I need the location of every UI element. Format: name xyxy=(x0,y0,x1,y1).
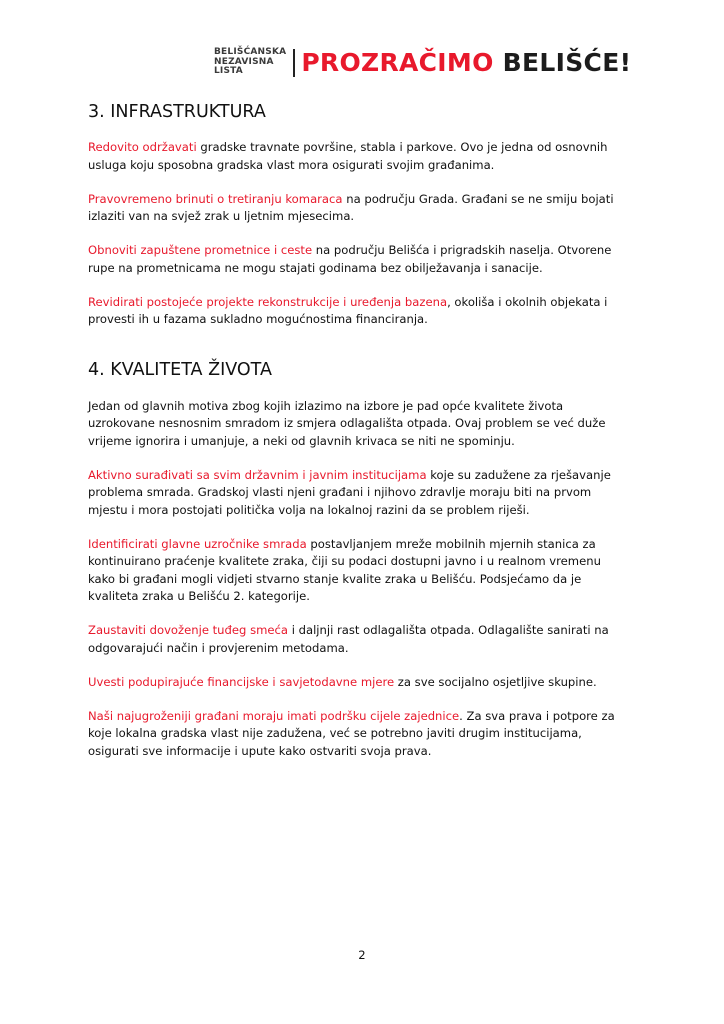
paragraph-roads xyxy=(88,242,648,277)
text-line xyxy=(88,191,648,209)
text-line xyxy=(88,622,648,640)
logo-divider xyxy=(293,49,295,77)
text-line xyxy=(88,467,648,485)
text-line: uzrokovane nesnosnim smradom iz smjera odlagališta otpada. Ovaj problem se već duže xyxy=(88,416,606,430)
section-heading-quality-of-life: 4. KVALITETA ŽIVOTA xyxy=(88,359,272,380)
text-line: vrijeme ignorira i umanjuje, a neki od glavnih krivaca se niti ne spominju. xyxy=(88,433,515,448)
body-text: postavljanjem mreže mobilnih mjernih stanica za xyxy=(306,536,596,551)
paragraph-air-monitoring xyxy=(88,536,648,606)
highlight-text: Naši najugroženiji građani moraju imati podršku cijele zajednice xyxy=(88,708,460,723)
paragraph-maintenance xyxy=(88,139,648,174)
header-logo xyxy=(214,48,631,77)
section-heading-infrastructure: 3. INFRASTRUKTURA xyxy=(88,102,266,122)
highlight-text: Obnoviti zapuštene prometnice i ceste xyxy=(88,243,313,257)
text-line xyxy=(88,294,648,312)
body-text: , okoliša i okolnih objekata i xyxy=(447,294,608,309)
slogan-red: PROZRAČIMO xyxy=(301,48,494,77)
highlight-text: Identificirati glavne uzročnike smrada xyxy=(88,536,307,551)
text-line xyxy=(88,242,648,260)
text-line: usluga koju sposobna gradska vlast mora osigurati svojim građanima. xyxy=(88,157,495,172)
text-line: kvaliteta zraka u Belišću 2. kategorije. xyxy=(88,589,310,603)
text-line: kako bi građani mogli vidjeti stvarno stanje kvalite zraka u Belišću. Podsjećamo da je xyxy=(88,571,582,586)
text-line xyxy=(88,674,648,692)
text-line xyxy=(88,536,648,554)
text-line: mjestu i mora postojati politička volja na lokalnoj razini da se problem riješi. xyxy=(88,502,530,517)
body-text: . Za sva prava i potpore za xyxy=(459,708,615,723)
highlight-text: Aktivno surađivati sa svim državnim i javnim institucijama xyxy=(88,467,427,482)
org-name-line2: NEZAVISNA xyxy=(214,56,274,67)
body-text: gradske travnate površine, stabla i parkove. Ovo je jedna od osnovnih xyxy=(196,140,608,154)
body-text: na području Grada. Građani se ne smiju bojati xyxy=(342,191,614,206)
text-line: provesti ih u fazama sukladno mogućnostima financiranja. xyxy=(88,312,428,326)
slogan xyxy=(301,48,631,77)
body-text: za sve socijalno osjetljive skupine. xyxy=(394,674,597,689)
paragraph-pool xyxy=(88,294,648,329)
slogan-dark: BELIŠĆE! xyxy=(502,48,632,77)
highlight-text: Revidirati postojeće projekte rekonstrukcije i uređenja bazena xyxy=(88,294,448,309)
paragraph-intro xyxy=(88,398,648,451)
highlight-text: Uvesti podupirajuće financijske i savjetodavne mjere xyxy=(88,674,395,689)
org-name xyxy=(214,48,286,77)
text-line: problema smrada. Gradskoj vlasti njeni građani i njihovo zdravlje moraju biti na prvom xyxy=(88,485,592,499)
text-line: kontinuirano praćenje kvalitete zraka, čiji su podaci dostupni javno i u realnom vremenu xyxy=(88,554,601,568)
paragraph-cooperation xyxy=(88,467,648,520)
text-line: odgovarajući način i provjerenim metodama. xyxy=(88,640,349,655)
highlight-text: Redovito održavati xyxy=(88,140,197,154)
org-name-line1: BELIŠĆANSKA xyxy=(214,47,287,58)
body-text: na području Belišća i prigradskih naselja. Otvorene xyxy=(312,243,612,257)
text-line: rupe na prometnicama ne mogu stajati godinama bez obilježavanja i sanacije. xyxy=(88,260,543,275)
body-text: koje su zadužene za rješavanje xyxy=(426,467,611,482)
text-line xyxy=(88,708,648,726)
text-line: koje lokalna gradska vlast nije zadužena, već se potrebno javiti drugim institucijama, xyxy=(88,726,582,740)
paragraph-mosquitoes xyxy=(88,191,648,226)
body-text: i daljnji rast odlagališta otpada. Odlagalište sanirati na xyxy=(288,623,609,637)
highlight-text: Pravovremeno brinuti o tretiranju komaraca xyxy=(88,191,343,206)
org-name-line3: LISTA xyxy=(214,66,243,77)
highlight-text: Zaustaviti dovoženje tuđeg smeća xyxy=(88,623,289,637)
document-body xyxy=(88,101,648,777)
paragraph-landfill xyxy=(88,622,648,657)
page-number: 2 xyxy=(358,948,366,962)
text-line: izlaziti van na svjež zrak u ljetnim mjesecima. xyxy=(88,209,355,223)
paragraph-support-measures xyxy=(88,674,648,692)
text-line xyxy=(88,139,648,157)
paragraph-community-support xyxy=(88,708,648,761)
text-line: Jedan od glavnih motiva zbog kojih izlazimo na izbore je pad opće kvalitete života xyxy=(88,398,564,413)
text-line: osigurati sve informacije i upute kako ostvariti svoja prava. xyxy=(88,743,432,758)
